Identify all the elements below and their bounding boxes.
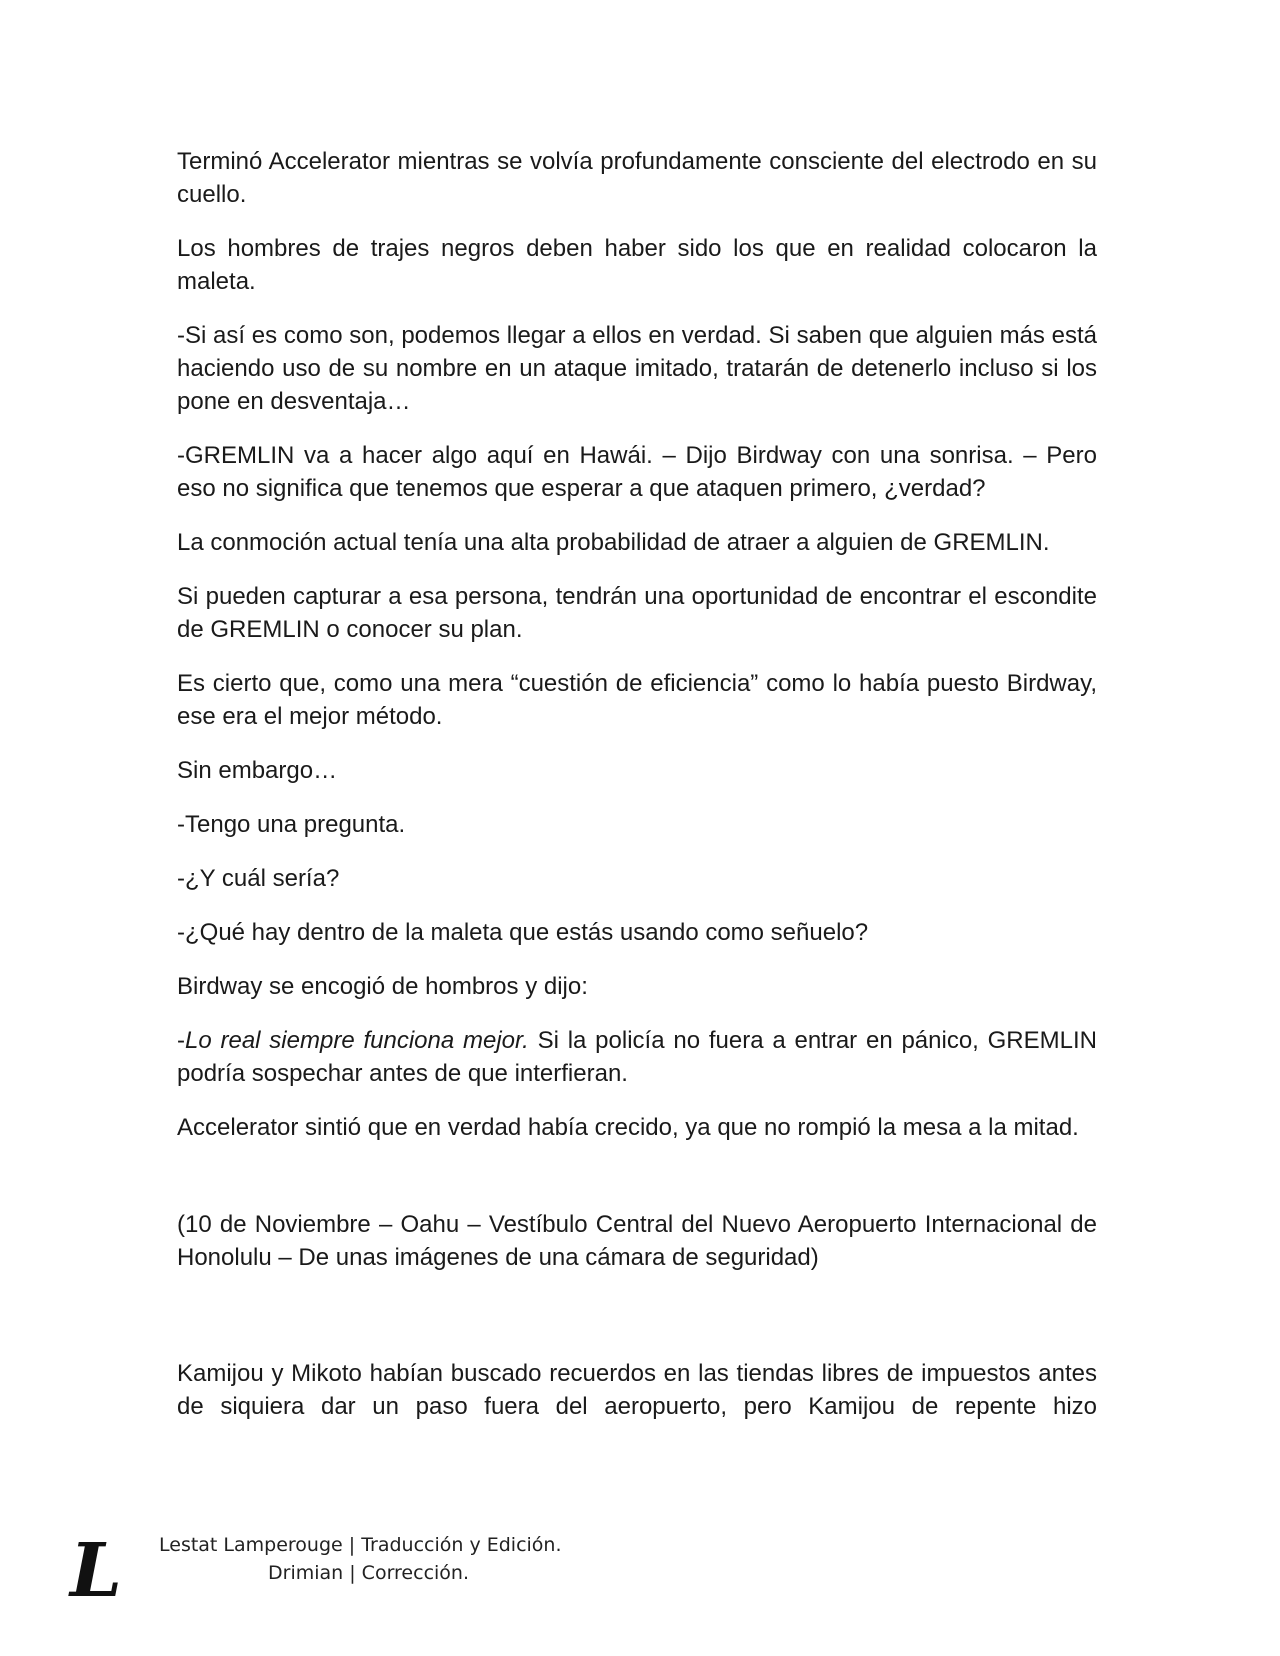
paragraph: Birdway se encogió de hombros y dijo: <box>177 973 588 1000</box>
scene-heading: (10 de Noviembre – Oahu – Vestíbulo Central del Nuevo Aeropuerto Internacional de Honolulu – De unas imágenes de una cámara de seguridad) <box>177 1211 1097 1271</box>
page-body <box>177 145 1097 1444</box>
paragraph: -Tengo una pregunta. <box>177 811 406 838</box>
paragraph: La conmoción actual tenía una alta probabilidad de atraer a alguien de GREMLIN. <box>177 529 1050 556</box>
paragraph: Si pueden capturar a esa persona, tendrán una oportunidad de encontrar el escondite de GREMLIN o conocer su plan. <box>177 583 1097 643</box>
paragraph-with-italic <box>177 1024 1097 1090</box>
paragraph-rest: Si la policía no fuera a entrar en pánico, GREMLIN podría sospechar antes de que interfieran. <box>177 1027 1097 1087</box>
paragraph: Terminó Accelerator mientras se volvía profundamente consciente del electrodo en su cuello. <box>177 148 1097 208</box>
translator-credit: Lestat Lamperouge | Traducción y Edición. <box>159 1534 562 1556</box>
section-gap <box>177 1295 1097 1357</box>
italic-phrase: Lo real siempre funciona mejor. <box>185 1027 529 1054</box>
page-footer <box>66 1530 666 1630</box>
paragraph: Kamijou y Mikoto habían buscado recuerdos en las tiendas libres de impuestos antes de siquiera dar un paso fuera del aeropuerto, pero Kamijou de repente hizo <box>177 1360 1097 1420</box>
section-gap <box>177 1165 1097 1208</box>
paragraph: Sin embargo… <box>177 757 338 784</box>
gothic-letter-l-logo-icon <box>66 1530 132 1610</box>
paragraph: Es cierto que, como una mera “cuestión de eficiencia” como lo había puesto Birdway, ese era el mejor método. <box>177 670 1097 730</box>
dialogue-dash: - <box>177 1027 185 1054</box>
proofreader-credit: Drimian | Corrección. <box>268 1562 470 1584</box>
paragraph: -Si así es como son, podemos llegar a ellos en verdad. Si saben que alguien más está haciendo uso de su nombre en un ataque imitado, tratarán de detenerlo incluso si los pone en desventaja… <box>177 322 1097 415</box>
paragraph: Accelerator sintió que en verdad había crecido, ya que no rompió la mesa a la mitad. <box>177 1114 1079 1141</box>
paragraph: -¿Y cuál sería? <box>177 865 340 892</box>
paragraph: -¿Qué hay dentro de la maleta que estás usando como señuelo? <box>177 919 869 946</box>
logo-letter: L <box>70 1530 123 1610</box>
paragraph: Los hombres de trajes negros deben haber sido los que en realidad colocaron la maleta. <box>177 235 1097 295</box>
paragraph: -GREMLIN va a hacer algo aquí en Hawái. – Dijo Birdway con una sonrisa. – Pero eso no significa que tenemos que esperar a que ataquen primero, ¿verdad? <box>177 442 1097 502</box>
